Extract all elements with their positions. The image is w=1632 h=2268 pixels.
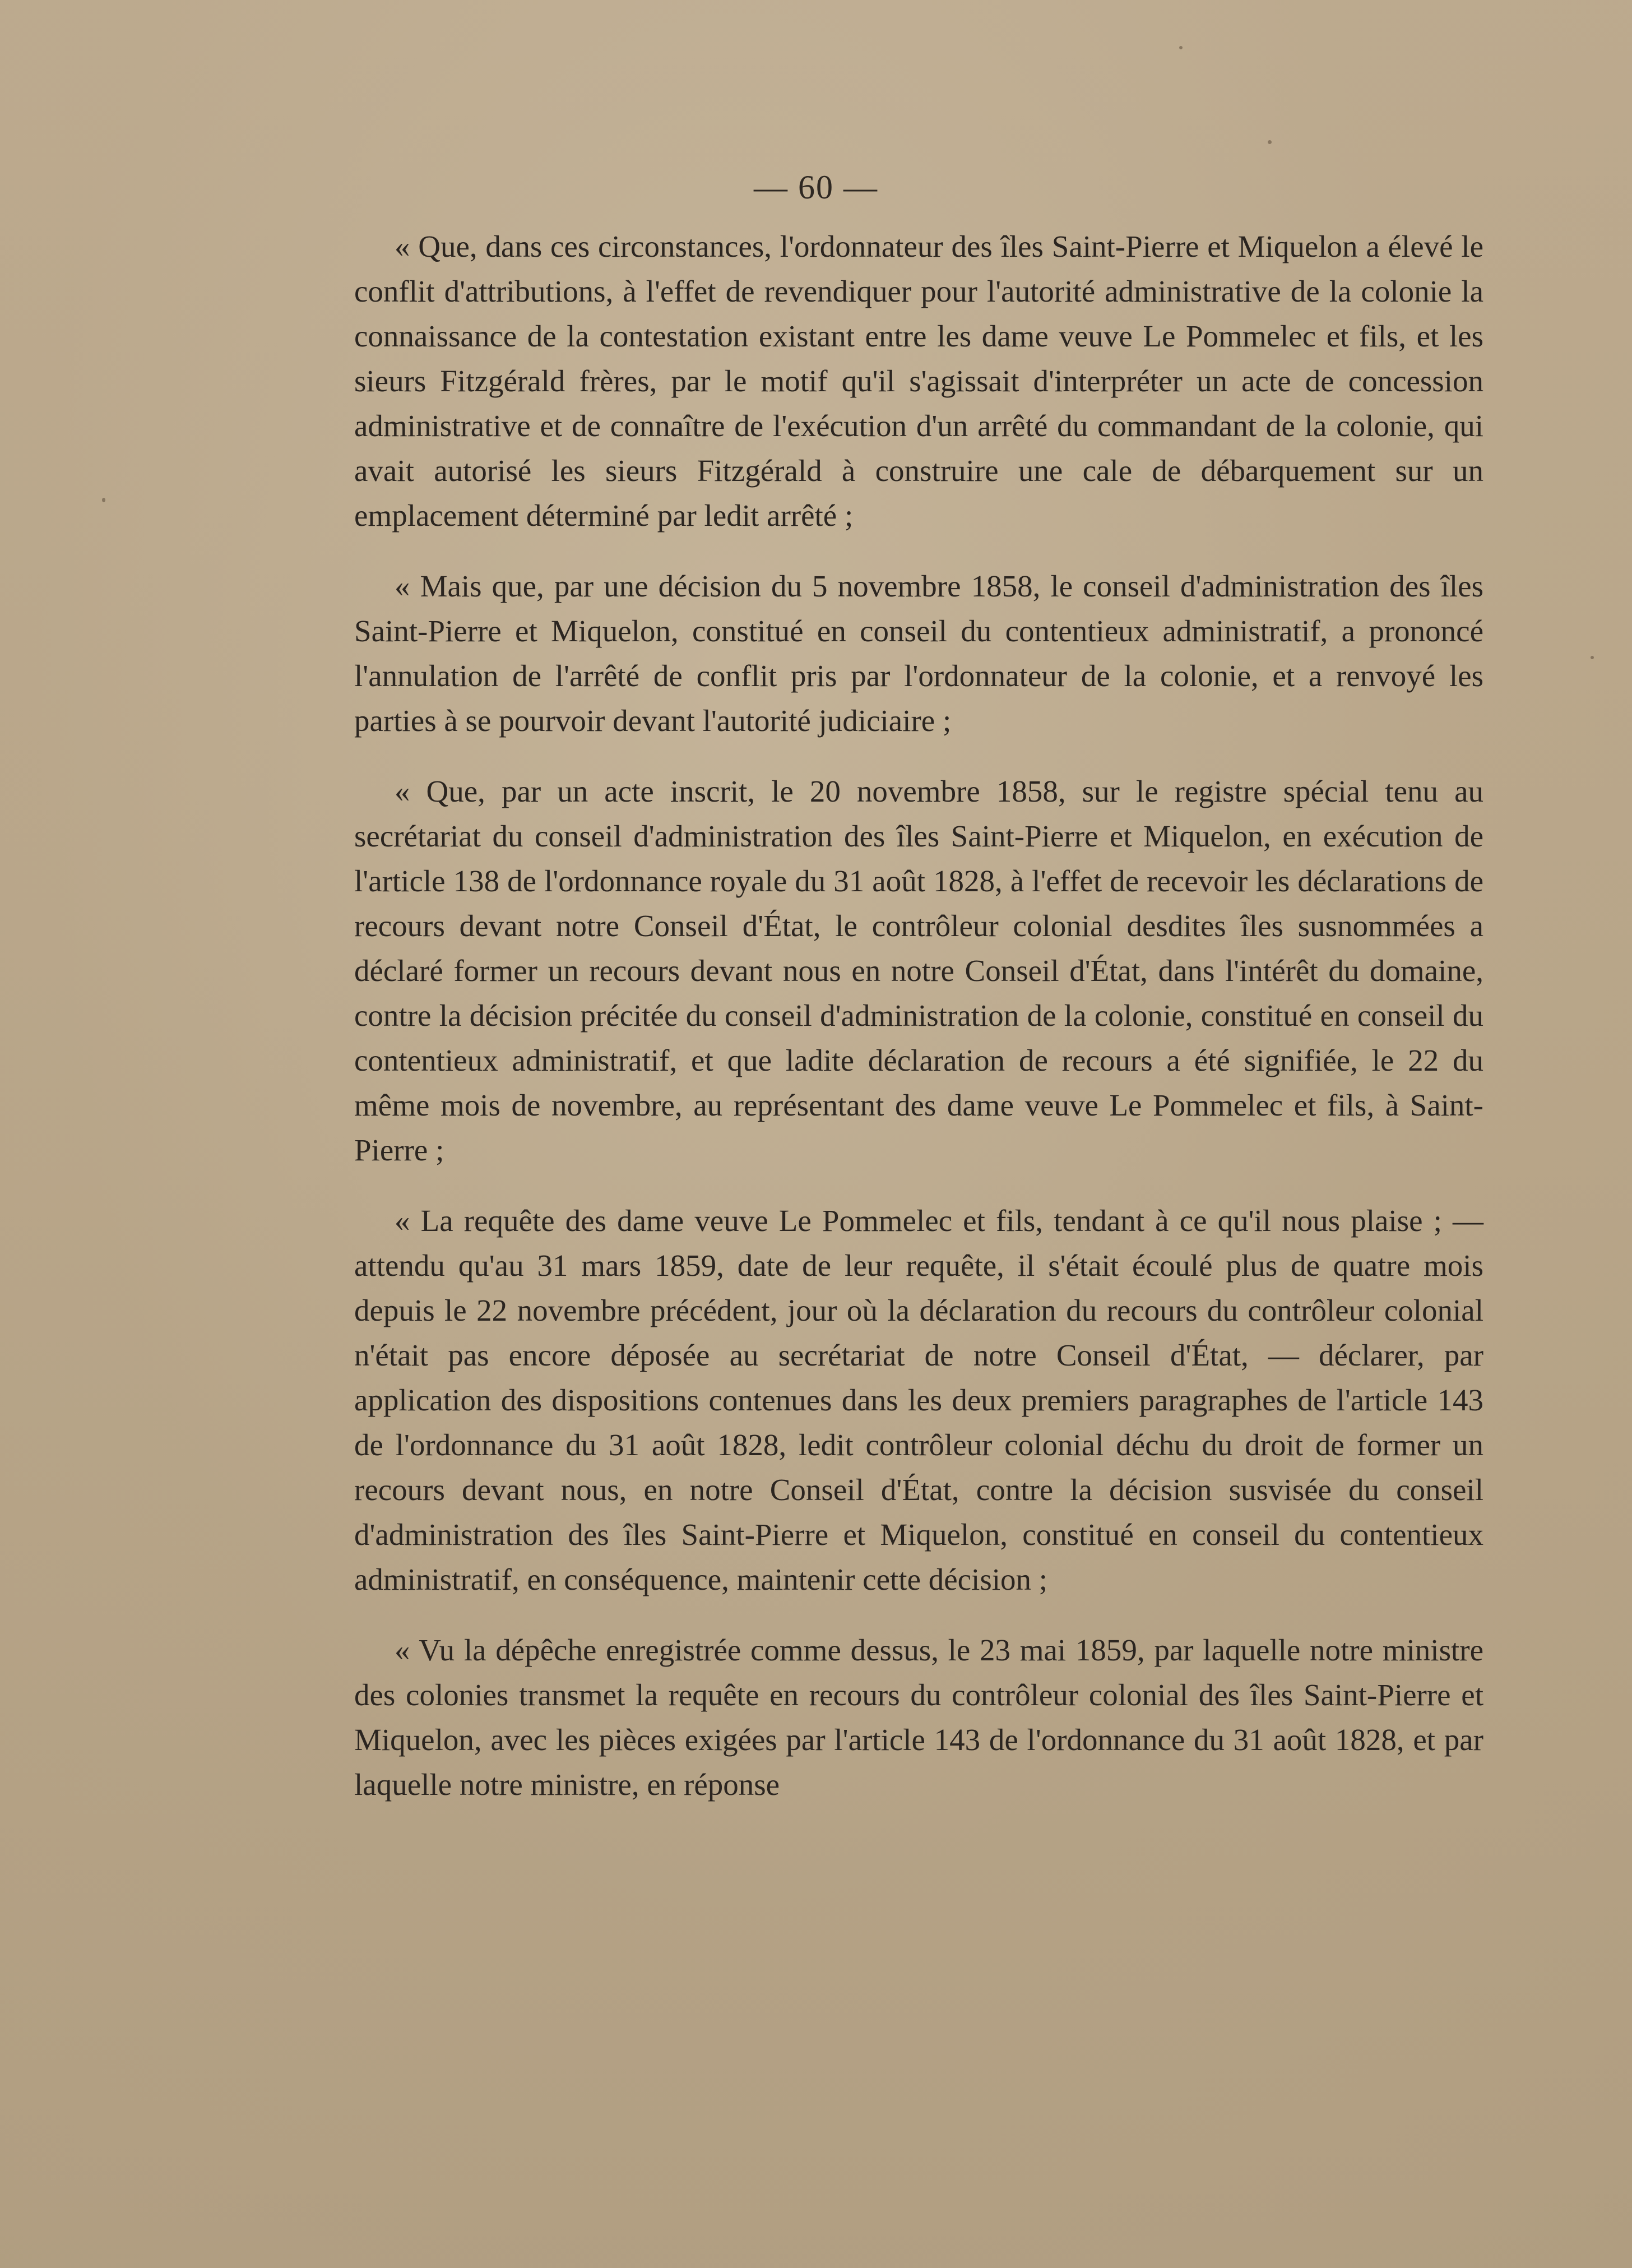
page-number: — 60 — (754, 169, 878, 206)
body-text (354, 224, 1483, 1807)
paper-speck (1179, 46, 1183, 49)
paragraph-conflit: « Que, dans ces circonstances, l'ordonnateur des îles Saint-Pierre et Miquelon a élevé le conflit d'attributions, à l'effet de revendiquer pour l'autorité administrative de la colonie la connaissance de la contestation existant entre les dame veuve Le Pommelec et fils, et les sieurs Fitzgérald frères, par le motif qu'il s'agissait d'interpréter un acte de concession administrative et de connaître de l'exécution d'un arrêté du commandant de la colonie, qui avait autorisé les sieurs Fitzgérald à construire une cale de débarquement sur un emplacement déterminé par ledit arrêté ; (354, 229, 1483, 533)
paper-speck (1268, 140, 1272, 144)
paper-speck (1591, 656, 1594, 659)
paragraph-recours: « Que, par un acte inscrit, le 20 novembre 1858, sur le registre spécial tenu au secrétariat du conseil d'administration des îles Saint-Pierre et Miquelon, en exécution de l'article 138 de l'ordonnance royale du 31 août 1828, à l'effet de recevoir les déclarations de recours devant notre Conseil d'État, le contrôleur colonial desdites îles susnommées a déclaré former un recours devant nous en notre Conseil d'État, dans l'intérêt du domaine, contre la décision précitée du conseil d'administration de la colonie, constitué en conseil du contentieux administratif, et que ladite déclaration de recours a été signifiée, le 22 du même mois de novembre, au représentant des dame veuve Le Pommelec et fils, à Saint-Pierre ; (354, 774, 1483, 1167)
paragraph-requete: « La requête des dame veuve Le Pommelec et fils, tendant à ce qu'il nous plaise ; — attendu qu'au 31 mars 1859, date de leur requête, il s'était écoulé plus de quatre mois depuis le 22 novembre précédent, jour où la déclaration du recours du contrôleur colonial n'était pas encore déposée au secrétariat de notre Conseil d'État, — déclarer, par application des dispositions contenues dans les deux premiers paragraphes de l'article 143 de l'ordonnance du 31 août 1828, ledit contrôleur colonial déchu du droit de former un recours devant nous, en notre Conseil d'État, contre la décision susvisée du conseil d'administration des îles Saint-Pierre et Miquelon, constitué en conseil du contentieux administratif, en conséquence, maintenir cette décision ; (354, 1204, 1483, 1596)
paper-speck (102, 498, 105, 502)
paragraph-depeche: « Vu la dépêche enregistrée comme dessus, le 23 mai 1859, par laquelle notre ministre des colonies transmet la requête en recours du contrôleur colonial des îles Saint-Pierre et Miquelon, avec les pièces exigées par l'article 143 de l'ordonnance du 31 août 1828, et par laquelle notre ministre, en réponse (354, 1633, 1483, 1802)
paragraph-decision: « Mais que, par une décision du 5 novembre 1858, le conseil d'administration des îles Saint-Pierre et Miquelon, constitué en conseil du contentieux administratif, a prononcé l'annulation de l'arrêté de conflit pris par l'ordonnateur de la colonie, et a renvoyé les parties à se pourvoir devant l'autorité judiciaire ; (354, 569, 1483, 738)
